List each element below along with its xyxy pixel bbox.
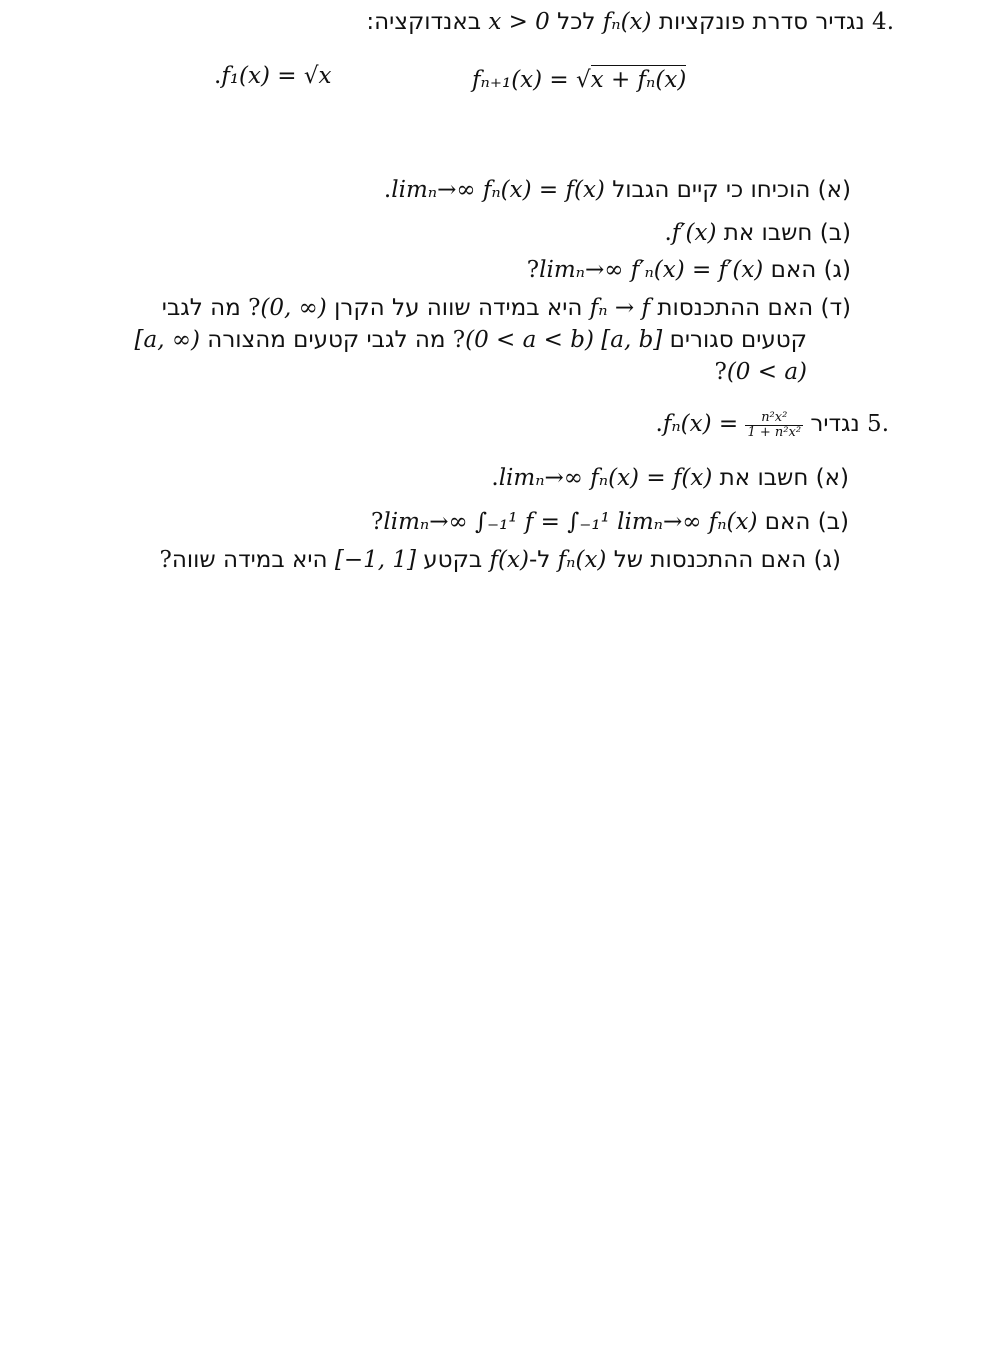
question-mark: ?	[714, 359, 727, 385]
math-fn: fₙ(x)	[557, 547, 607, 573]
definition	[655, 409, 804, 440]
fraction	[745, 411, 803, 440]
part-text: מה לגבי	[161, 295, 241, 321]
problem-5-part-c	[152, 546, 841, 574]
part-math: limₙ→∞ ∫₋₁¹ f = ∫₋₁¹ limₙ→∞ fₙ(x)	[383, 509, 758, 535]
part-end: .	[491, 465, 499, 491]
problem-4-part-b	[664, 219, 851, 247]
part-text: האם ההתכנסות	[657, 295, 814, 321]
part-end: .	[383, 177, 392, 203]
definition-fn-plus-1	[472, 66, 686, 94]
part-end: .	[664, 220, 672, 246]
part-text: ל-	[528, 547, 551, 573]
math-interval: (0, ∞)	[260, 295, 327, 321]
part-text: הוכיחו כי קיים הגבול	[612, 177, 811, 203]
fraction-denominator: 1 + n²x²	[747, 424, 802, 440]
part-text: האם	[770, 257, 817, 283]
math-fn: fₙ	[589, 295, 608, 321]
math-fn-left: fₙ(x) =	[662, 411, 739, 437]
problem-4-part-a	[384, 176, 851, 204]
part-label: (א)	[817, 177, 851, 203]
part-text: האם ההתכנסות של	[613, 547, 807, 573]
part-text: היא במידה שווה על הקרן	[334, 295, 583, 321]
problem-4-part-c	[520, 256, 852, 284]
fraction-numerator: n²x²	[745, 411, 803, 426]
part-math: limₙ→∞ fₙ(x) = f(x)	[498, 465, 713, 491]
definition-f1	[214, 62, 331, 90]
question-mark: ?	[248, 295, 261, 321]
problem-5-part-a	[491, 464, 849, 492]
math-interval: [−1, 1]	[334, 547, 416, 573]
math-ray: [a, ∞)	[134, 327, 200, 353]
problem-4-part-d-line-1	[162, 294, 851, 322]
problem-4-part-d-line-3	[714, 358, 807, 386]
math-condition: (0 < a)	[726, 359, 807, 385]
math-arrow: →	[614, 295, 635, 321]
part-math: f′(x)	[671, 220, 717, 246]
math-f: f(x)	[489, 547, 529, 573]
part-math: limₙ→∞ f′ₙ(x) = f′(x)	[539, 257, 764, 283]
problem-5-heading	[656, 410, 889, 440]
problem-4-heading	[366, 8, 894, 36]
part-end: ?	[519, 257, 540, 283]
part-text: בקטע	[423, 547, 483, 573]
part-math: limₙ→∞ fₙ(x) = f(x)	[391, 177, 605, 203]
question-mark: ?	[452, 327, 466, 353]
math-fn: fₙ(x)	[602, 9, 652, 35]
heading-text-lekol: לכל	[557, 9, 596, 35]
part-label: (א)	[815, 465, 849, 491]
part-label: (ג)	[823, 257, 851, 283]
part-label: (ד)	[820, 295, 851, 321]
part-label: (ב)	[817, 509, 849, 535]
part-text: האם	[764, 509, 811, 535]
part-end: ?	[363, 509, 384, 535]
heading-text: נגדיר	[810, 411, 860, 437]
part-label: (ב)	[819, 220, 851, 246]
problem-4-part-d-line-2	[135, 326, 807, 354]
part-label: (ג)	[813, 547, 841, 573]
part-text: היא במידה שווה	[171, 547, 328, 573]
math-f: f	[641, 295, 651, 321]
math-condition: (0 < a < b)	[465, 327, 594, 353]
part-text: חשבו את	[719, 465, 809, 491]
math-f1: f₁(x) = √x	[221, 63, 332, 89]
problem-number: .5	[867, 411, 889, 437]
definition-period: .	[214, 63, 222, 89]
heading-text-end: באנדוקציה:	[366, 9, 481, 35]
math-fn1-left: fₙ₊₁(x) = √	[472, 67, 591, 93]
heading-text: נגדיר סדרת פונקציות	[658, 9, 865, 35]
definition-period: .	[655, 411, 663, 437]
part-text: חשבו את	[723, 220, 813, 246]
problem-5-part-b	[364, 508, 849, 536]
part-end: ?	[152, 547, 172, 573]
part-text: מה לגבי קטעים מהצורה	[207, 327, 446, 353]
problem-number: .4	[872, 9, 894, 35]
math-condition: x > 0	[488, 9, 550, 35]
part-text: קטעים סגורים	[669, 327, 807, 353]
math-closed-interval: [a, b]	[601, 327, 663, 353]
math-radicand: x + fₙ(x)	[590, 67, 687, 93]
